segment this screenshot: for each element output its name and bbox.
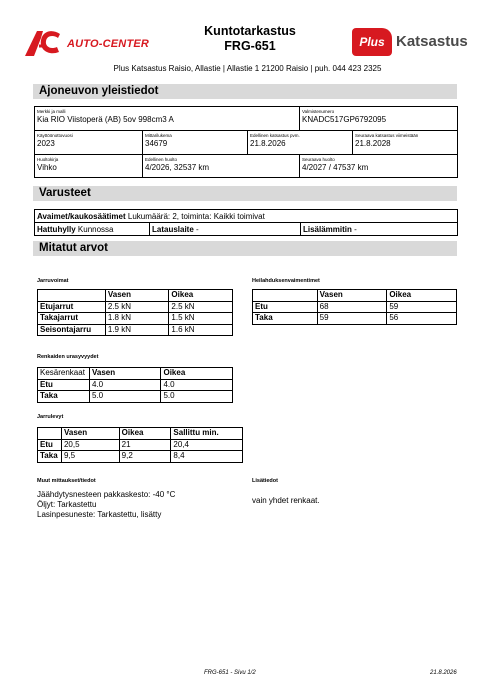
table-header-row: [253, 290, 457, 302]
first-reg-label: Käyttöönottovuosi: [37, 133, 73, 138]
table-header-row: [38, 428, 243, 440]
prev-service-cell: [143, 155, 300, 177]
col-name-header: Kesärenkaat: [38, 368, 90, 380]
cell-right: 56: [387, 313, 457, 325]
section-general-heading: [33, 84, 457, 99]
brakes-table: [37, 289, 233, 336]
other-measurements-list: [37, 490, 175, 520]
document-title-block: [170, 24, 330, 54]
col-right-header: Oikea: [161, 368, 233, 380]
last-inspection-value: 21.8.2026: [250, 139, 286, 148]
cell-left: 59: [317, 313, 387, 325]
auto-center-logo-text: AUTO-CENTER: [67, 38, 150, 50]
table-row: [253, 313, 457, 325]
table-row: [38, 379, 233, 391]
tires-title: Renkaiden urasyvyydet: [37, 354, 99, 360]
shelf-value: Kunnossa: [77, 225, 114, 234]
col-right-header: Oikea: [387, 290, 457, 302]
col-right-header: Oikea: [169, 290, 233, 302]
auto-center-logo-mark: [23, 28, 61, 58]
service-book-label: Huoltokirja: [37, 157, 59, 162]
last-inspection-cell: [248, 131, 353, 155]
odometer-label: Mittarilukema: [145, 133, 172, 138]
service-book-cell: [35, 155, 143, 177]
next-inspection-cell: [353, 131, 457, 155]
row-label: Etujarrut: [38, 301, 106, 313]
other-line: Öljyt: Tarkastettu: [37, 500, 97, 509]
cell-left: 1.9 kN: [105, 324, 169, 336]
first-reg-cell: [35, 131, 143, 155]
document-title: Kuntotarkastus: [204, 24, 296, 38]
cell-left: 20,5: [61, 439, 119, 451]
service-book-value: Vihko: [37, 163, 57, 172]
other-measurements-title: Muut mittaukset/tiedot: [37, 478, 96, 484]
charger-value: -: [196, 225, 199, 234]
station-address: Plus Katsastus Raisio, Allastie | Allastie 1 21200 Raisio | puh. 044 423 2325: [113, 64, 382, 73]
cell-right: 21: [119, 439, 171, 451]
row-label: Takajarrut: [38, 313, 106, 325]
keys-value: Lukumäärä: 2, toiminta: Kaikki toimivat: [127, 212, 265, 221]
table-row: [38, 391, 233, 403]
odometer-value: 34679: [145, 139, 168, 148]
row-label: Etu: [253, 301, 318, 313]
charger-row: [152, 224, 199, 235]
plus-badge: Plus: [352, 28, 392, 56]
brakes-title: Jarruvoimat: [37, 278, 69, 284]
last-inspection-label: Edellinen katsastus pvm.: [250, 133, 300, 138]
cell-min: 8,4: [171, 451, 243, 463]
cell-right: 5.0: [161, 391, 233, 403]
footer-date: 21.8.2026: [430, 670, 457, 676]
cell-right: 2.5 kN: [169, 301, 233, 313]
discs-table: [37, 427, 243, 463]
row-label: Etu: [38, 439, 62, 451]
cell-left: 68: [317, 301, 387, 313]
heater-label: Lisälämmitin: [303, 225, 352, 234]
col-min-header: Sallittu min.: [171, 428, 243, 440]
cell-left: 4.0: [89, 379, 161, 391]
heater-value: -: [354, 225, 357, 234]
page-header: [0, 0, 495, 78]
cell-left: 5.0: [89, 391, 161, 403]
row-label: Etu: [38, 379, 90, 391]
col-left-header: Vasen: [61, 428, 119, 440]
col-left-header: Vasen: [317, 290, 387, 302]
make-model-cell: [35, 107, 300, 131]
cell-right: 59: [387, 301, 457, 313]
plus-katsastus-logo: [352, 28, 472, 56]
section-measurements-title: Mitatut arvot: [39, 242, 108, 254]
page-number: FRG-651 - Sivu 1/2: [204, 670, 256, 676]
shelf-row: [37, 224, 114, 235]
section-equipment-title: Varusteet: [39, 187, 91, 199]
next-inspection-label: Seuraava katsastus viimeistään: [355, 133, 419, 138]
table-row: [38, 324, 233, 336]
cell-right: 4.0: [161, 379, 233, 391]
extra-info-title: Lisätiedot: [252, 478, 278, 484]
next-service-label: Seuraava huolto: [302, 157, 335, 162]
first-reg-value: 2023: [37, 139, 55, 148]
vin-cell: [300, 107, 457, 131]
vehicle-info-grid: [34, 106, 458, 178]
shocks-title: Heilahduksenvaimentimet: [252, 278, 320, 284]
prev-service-label: Edellinen huolto: [145, 157, 178, 162]
row-label: Taka: [38, 391, 90, 403]
cell-left: 2.5 kN: [105, 301, 169, 313]
section-equipment-heading: [33, 186, 457, 201]
table-row: [38, 301, 233, 313]
shocks-table: [252, 289, 457, 325]
shelf-label: Hattuhylly: [37, 225, 76, 234]
section-general-title: Ajoneuvon yleistiedot: [39, 85, 159, 97]
vin-value: KNADC517GP6792095: [302, 115, 387, 124]
next-service-value: 4/2027 / 47537 km: [302, 163, 369, 172]
odometer-cell: [143, 131, 248, 155]
col-left-header: Vasen: [105, 290, 169, 302]
row-label: Taka: [38, 451, 62, 463]
table-header-row: [38, 368, 233, 380]
other-line: Jäähdytysnesteen pakkaskesto: -40 °C: [37, 490, 176, 499]
table-row: [38, 451, 243, 463]
table-row: [253, 301, 457, 313]
cell-right: 1.6 kN: [169, 324, 233, 336]
col-right-header: Oikea: [119, 428, 171, 440]
table-row: [38, 313, 233, 325]
registration-number: FRG-651: [224, 39, 276, 53]
next-service-cell: [300, 155, 457, 177]
other-line: Lasinpesuneste: Tarkastettu, lisätty: [37, 510, 162, 519]
cell-right: 9,2: [119, 451, 171, 463]
make-model-label: Merkki ja malli: [37, 109, 66, 114]
equipment-grid: [34, 209, 458, 236]
section-measurements-heading: [33, 241, 457, 256]
prev-service-value: 4/2026, 32537 km: [145, 163, 210, 172]
extra-info-text: vain yhdet renkaat.: [252, 496, 320, 505]
heater-row: [303, 224, 357, 235]
discs-title: Jarrulevyt: [37, 414, 64, 420]
cell-min: 20,4: [171, 439, 243, 451]
charger-label: Latauslaite: [152, 225, 194, 234]
keys-label: Avaimet/kaukosäätimet: [37, 212, 126, 221]
table-row: [38, 439, 243, 451]
row-label: Seisontajarru: [38, 324, 106, 336]
col-left-header: Vasen: [89, 368, 161, 380]
make-model-value: Kia RIO Viistoperä (AB) 5ov 998cm3 A: [37, 115, 174, 124]
auto-center-logo: [23, 28, 153, 58]
cell-left: 9,5: [61, 451, 119, 463]
cell-right: 1.5 kN: [169, 313, 233, 325]
row-label: Taka: [253, 313, 318, 325]
cell-left: 1.8 kN: [105, 313, 169, 325]
tires-table: [37, 367, 233, 403]
table-header-row: [38, 290, 233, 302]
katsastus-text: Katsastus: [396, 33, 468, 50]
vin-label: Valmistenumero: [302, 109, 335, 114]
next-inspection-value: 21.8.2028: [355, 139, 391, 148]
keys-row: [37, 211, 265, 222]
